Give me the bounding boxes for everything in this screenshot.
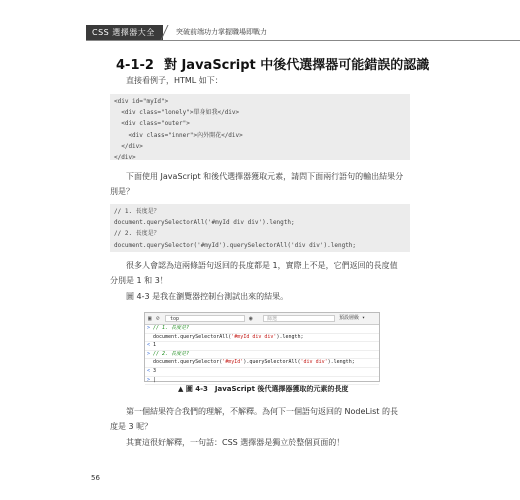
console-line: < 3 [145, 368, 379, 377]
section-number: 4-1-2 [116, 58, 154, 73]
paragraph-4-line-1: 第一個結果符合我們的理解，不解釋。為何下一個語句返回的 NodeList 的長 [126, 407, 398, 416]
intro-paragraph: 直接看例子，HTML 如下： [126, 76, 223, 85]
book-subtitle: 突破前端功力掌握職場即戰力 [176, 28, 267, 36]
console-line: document.querySelector('#myId').querySelectorAll('div div').length; [145, 359, 379, 368]
code-line: <div id="myId"> [114, 98, 169, 105]
console-line: document.querySelectorAll('#myId div div').length; [145, 334, 379, 343]
paragraph-2-line-1: 很多人會認為這兩條語句返回的長度都是 1，實際上不是，它們返回的長度值 [126, 261, 398, 270]
running-header [86, 25, 520, 41]
header-rule [86, 40, 520, 41]
eye-icon[interactable]: ◉ [249, 315, 253, 322]
panel-toggle-icon[interactable]: ▣ [148, 315, 152, 322]
console-line: > | [145, 377, 379, 386]
paragraph-4-line-2: 度是 3 呢？ [110, 422, 153, 431]
console-line: > // 2. 長度是? [145, 351, 379, 360]
section-title: 對 JavaScript 中後代選擇器可能錯誤的認識 [163, 58, 430, 73]
code-line: <div class="inner">內外開花</div> [114, 131, 243, 139]
code-line: </div> [114, 154, 136, 162]
paragraph-2-line-2: 分別是 1 和 3！ [110, 276, 168, 285]
paragraph-3: 圖 4-3 是我在瀏覽器控制台測試出來的結果。 [126, 292, 289, 301]
context-select[interactable]: top [165, 315, 245, 322]
code-line: // 2. 長度是？ [114, 230, 160, 238]
console-line: < 1 [145, 342, 379, 351]
page-number: 56 [91, 474, 100, 482]
code-line: // 1. 長度是？ [114, 208, 160, 215]
code-line: document.querySelectorAll('#myId div div').length; [114, 219, 295, 227]
html-code-block [110, 94, 410, 160]
devtools-console-screenshot [144, 312, 380, 382]
code-line: <div class="outer"> [114, 120, 190, 128]
code-line: <div class="lonely">單身如我</div> [114, 109, 240, 117]
section-heading [116, 54, 429, 73]
log-levels-dropdown[interactable]: 預設層級 ▾ [339, 315, 366, 321]
filter-input[interactable]: 篩選 [263, 315, 335, 322]
paragraph-1-line-1: 下面使用 JavaScript 和後代選擇器獲取元素，請問下面兩行語句的輸出結果分 [126, 172, 404, 181]
clear-console-icon[interactable]: ⊘ [156, 315, 160, 322]
figure-caption: ▲ 圖 4-3 JavaScript 後代選擇器獲取的元素的長度 [178, 385, 349, 393]
console-line: > // 1. 長度是? [145, 325, 379, 334]
paragraph-5: 其實這很好解釋，一句話：CSS 選擇器是獨立於整個頁面的！ [126, 438, 345, 447]
code-line: document.querySelector('#myId').querySelectorAll('div div').length; [114, 241, 357, 249]
js-code-block [110, 204, 410, 252]
console-toolbar [145, 313, 379, 325]
paragraph-1-line-2: 別是？ [110, 187, 134, 196]
book-title-tag: CSS 選擇器大全 [86, 25, 163, 40]
code-line: </div> [114, 142, 143, 150]
